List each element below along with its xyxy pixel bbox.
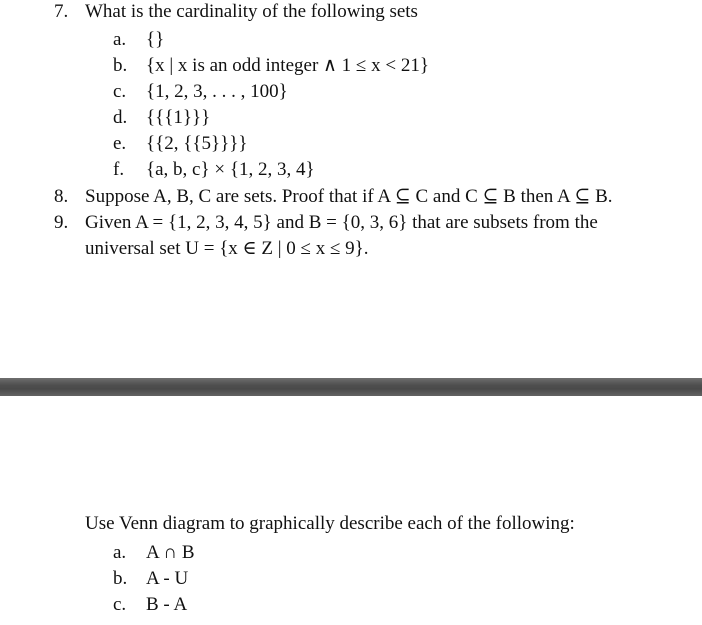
item-text: {x | x is an odd integer ∧ 1 ≤ x < 21} (146, 55, 429, 76)
item-letter: b. (113, 55, 128, 76)
item-text: A - U (146, 568, 189, 589)
item-text: {a, b, c} × {1, 2, 3, 4} (146, 159, 315, 180)
item-text: {1, 2, 3, . . . , 100} (146, 81, 288, 102)
question-text: Suppose A, B, C are sets. Proof that if A ⊆ C and C ⊆ B then A ⊆ B. (85, 186, 613, 207)
item-text: A ∩ B (146, 542, 195, 563)
item-letter: c. (113, 81, 127, 102)
question-text-line-1: Given A = {1, 2, 3, 4, 5} and B = {0, 3, 6} that are subsets from the (85, 212, 598, 233)
item-text: B - A (146, 594, 188, 615)
item-letter: a. (113, 542, 127, 563)
cut-off-text-row (54, 619, 694, 625)
item-text: {{{1}}} (146, 107, 211, 128)
item-letter: d. (113, 107, 128, 128)
document-page-bottom (0, 396, 702, 625)
item-text: {{2, {{5}}}} (146, 133, 248, 154)
item-text: {} (146, 29, 165, 50)
item-letter: c. (113, 594, 127, 615)
question-number: 9. (54, 212, 69, 233)
venn-heading: Use Venn diagram to graphically describe each of the following: (85, 513, 575, 534)
question-number: 8. (54, 186, 69, 207)
question-number: 7. (54, 1, 69, 22)
item-letter: e. (113, 133, 127, 154)
question-text-line-2: universal set U = {x ∈ Z | 0 ≤ x ≤ 9}. (85, 238, 369, 259)
question-text: What is the cardinality of the following sets (85, 1, 418, 22)
page-divider (0, 378, 702, 396)
item-letter: b. (113, 568, 128, 589)
item-letter: a. (113, 29, 127, 50)
item-letter: f. (113, 159, 125, 180)
